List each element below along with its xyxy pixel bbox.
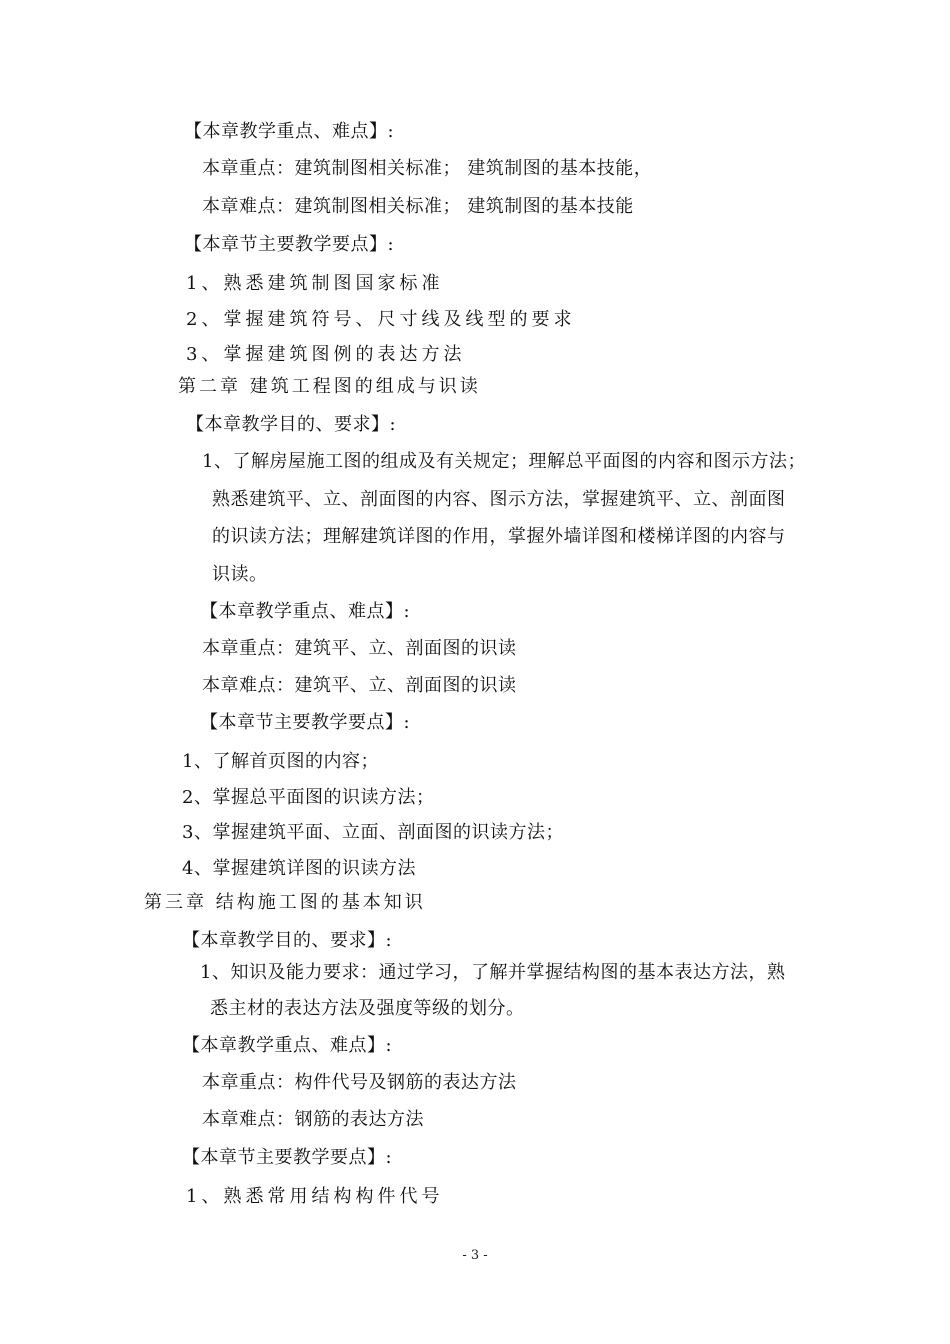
ch2-goal-line-1: 1、了解房屋施工图的组成及有关规定；理解总平面图的内容和图示方法；	[202, 451, 806, 472]
ch2-points-heading: 【本章节主要教学要点】:	[200, 712, 411, 733]
ch1-focus-heading: 【本章教学重点、难点】:	[184, 121, 395, 142]
ch2-focus-difficult: 本章难点：建筑平、立、剖面图的识读	[202, 675, 517, 696]
ch2-goal-heading: 【本章教学目的、要求】:	[186, 414, 397, 435]
ch3-goal-heading: 【本章教学目的、要求】:	[182, 930, 393, 951]
ch3-focus-heading: 【本章教学重点、难点】:	[182, 1035, 393, 1056]
ch3-title: 第三章 结构施工图的基本知识	[144, 892, 426, 913]
ch2-goal-line-3: 的识读方法；理解建筑详图的作用，掌握外墙详图和楼梯详图的内容与	[212, 526, 786, 547]
ch1-points-heading: 【本章节主要教学要点】:	[184, 234, 395, 255]
ch1-focus-difficult: 本章难点：建筑制图相关标准； 建筑制图的基本技能	[202, 196, 634, 217]
ch3-goal-line-1: 1、知识及能力要求：通过学习，了解并掌握结构图的基本表达方法，熟	[200, 962, 786, 983]
ch3-focus-difficult: 本章难点：钢筋的表达方法	[202, 1109, 424, 1130]
ch1-point-3: 3、掌握建筑图例的表达方法	[186, 344, 466, 365]
ch3-point-1: 1、熟悉常用结构构件代号	[186, 1186, 444, 1207]
ch2-focus-heading: 【本章教学重点、难点】:	[200, 601, 411, 622]
ch1-point-2: 2、掌握建筑符号、尺寸线及线型的要求	[186, 309, 576, 330]
ch2-goal-line-4: 识读。	[212, 564, 268, 585]
page-number: - 3 -	[462, 1248, 488, 1263]
ch1-focus-key: 本章重点：建筑制图相关标准； 建筑制图的基本技能，	[202, 158, 653, 179]
ch3-goal-line-2: 悉主材的表达方法及强度等级的划分。	[210, 998, 525, 1019]
ch2-point-4: 4、掌握建筑详图的识读方法	[182, 858, 416, 879]
ch2-title: 第二章 建筑工程图的组成与识读	[178, 376, 481, 397]
ch3-points-heading: 【本章节主要教学要点】:	[182, 1147, 393, 1168]
ch2-focus-key: 本章重点：建筑平、立、剖面图的识读	[202, 638, 517, 659]
ch2-point-1: 1、了解首页图的内容；	[182, 751, 379, 772]
ch1-point-1: 1、熟悉建筑制图国家标准	[186, 273, 444, 294]
ch2-point-2: 2、掌握总平面图的识读方法；	[182, 787, 435, 808]
ch2-point-3: 3、掌握建筑平面、立面、剖面图的识读方法；	[182, 822, 564, 843]
ch3-focus-key: 本章重点：构件代号及钢筋的表达方法	[202, 1072, 517, 1093]
ch2-goal-line-2: 熟悉建筑平、立、剖面图的内容、图示方法，掌握建筑平、立、剖面图	[212, 489, 786, 510]
